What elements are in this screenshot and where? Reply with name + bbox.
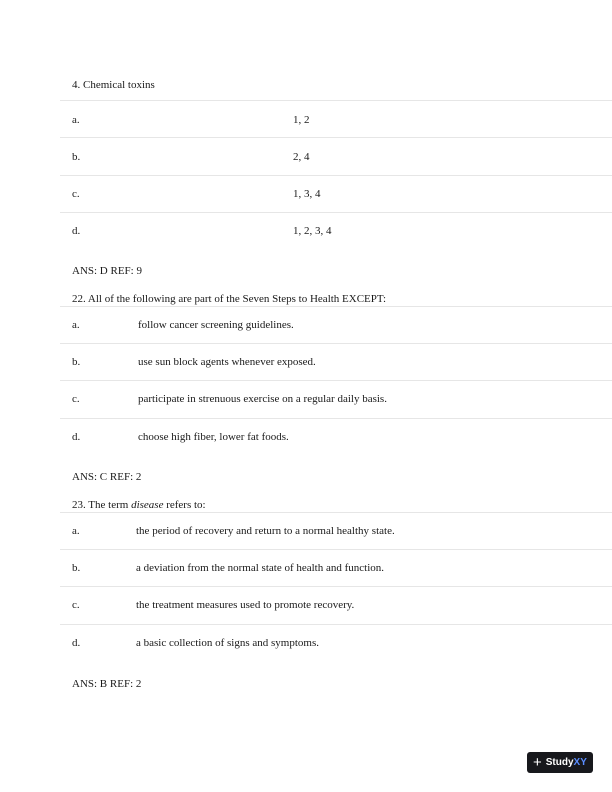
divider: [60, 512, 612, 513]
plus-icon: +: [533, 754, 542, 771]
studyxy-badge[interactable]: [527, 752, 593, 773]
q22-option-c-letter: c.: [72, 393, 80, 405]
q22-answer: ANS: C REF: 2: [72, 471, 142, 483]
q21-option-b-letter: b.: [72, 151, 81, 163]
q21-option-a-text: 1, 2: [293, 114, 310, 126]
divider: [60, 212, 612, 213]
q21-answer: ANS: D REF: 9: [72, 265, 142, 277]
q21-option-d-text: 1, 2, 3, 4: [293, 225, 332, 237]
divider: [60, 306, 612, 307]
q23-stem: [72, 499, 206, 512]
badge-brand-main: Study: [545, 757, 574, 768]
q23-stem-suffix: refers to:: [163, 499, 206, 511]
q23-option-b-text: a deviation from the normal state of health and function.: [136, 562, 385, 574]
divider: [60, 549, 612, 550]
q21-option-b-text: 2, 4: [293, 151, 310, 163]
divider: [60, 380, 612, 381]
q22-stem: 22. All of the following are part of the Seven Steps to Health EXCEPT:: [72, 293, 387, 305]
divider: [60, 586, 612, 587]
divider: [60, 175, 612, 176]
q22-option-b-letter: b.: [72, 356, 81, 368]
q23-option-b-letter: b.: [72, 562, 81, 574]
q22-option-a-letter: a.: [72, 319, 80, 331]
q21-option-d-letter: d.: [72, 225, 81, 237]
q23-stem-prefix: 23. The term: [72, 499, 132, 511]
q23-answer: ANS: B REF: 2: [72, 678, 142, 690]
q22-option-d-text: choose high fiber, lower fat foods.: [138, 431, 289, 443]
divider: [60, 624, 612, 625]
q23-option-c-text: the treatment measures used to promote recovery.: [136, 599, 355, 611]
badge-brand-accent: XY: [573, 757, 587, 768]
q23-option-d-text: a basic collection of signs and symptoms.: [136, 637, 319, 649]
divider: [60, 137, 612, 138]
q23-option-c-letter: c.: [72, 599, 80, 611]
q23-option-d-letter: d.: [72, 637, 81, 649]
q22-option-c-text: participate in strenuous exercise on a regular daily basis.: [138, 393, 387, 405]
q23-option-a-text: the period of recovery and return to a normal healthy state.: [136, 525, 395, 537]
q22-option-d-letter: d.: [72, 431, 81, 443]
q21-option-a-letter: a.: [72, 114, 80, 126]
q23-stem-term: disease: [131, 499, 164, 511]
divider: [60, 343, 612, 344]
q22-option-a-text: follow cancer screening guidelines.: [138, 319, 294, 331]
divider: [60, 418, 612, 419]
q21-item-4: 4. Chemical toxins: [72, 79, 155, 91]
divider: [60, 100, 612, 101]
q22-option-b-text: use sun block agents whenever exposed.: [138, 356, 316, 368]
q23-option-a-letter: a.: [72, 525, 80, 537]
q21-option-c-text: 1, 3, 4: [293, 188, 321, 200]
q21-option-c-letter: c.: [72, 188, 80, 200]
